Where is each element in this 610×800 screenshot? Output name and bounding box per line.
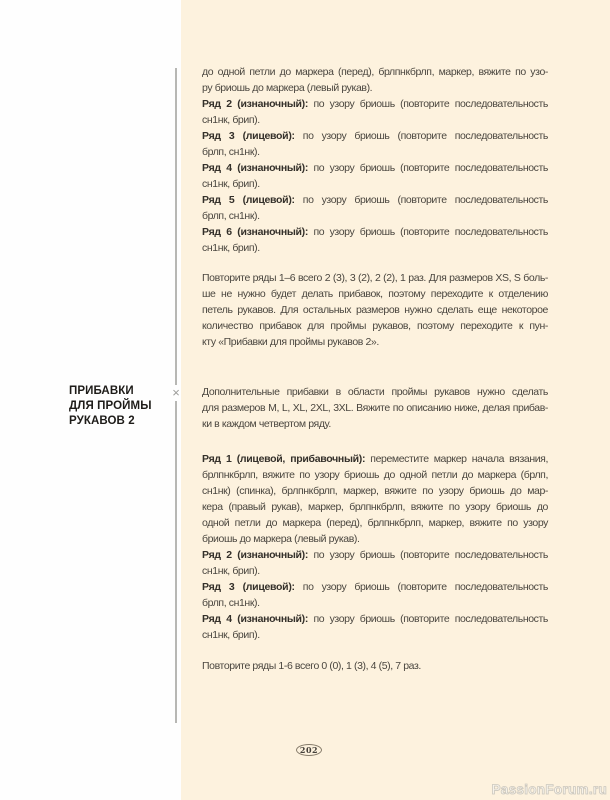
paragraph — [202, 270, 548, 350]
text-line — [202, 483, 548, 499]
text-run: брлпнкбрлп, вяжите по узору бриошь до одной петли до маркера (брлп, — [202, 469, 548, 481]
text-line — [202, 112, 548, 128]
text-run: брлп, сн1нк). — [202, 146, 260, 158]
text-line — [202, 467, 548, 483]
text-line — [202, 302, 548, 318]
sidebar-section-heading — [69, 384, 169, 429]
text-run: по узору бриошь (повторите последовательность — [294, 130, 548, 142]
row-label: Ряд 3 (лицевой): — [202, 130, 295, 142]
text-run: Повторите ряды 1-6 всего 0 (0), 1 (3), 4 (5), 7 раз. — [202, 660, 421, 672]
text-run: брлп, сн1нк). — [202, 597, 260, 609]
text-line — [202, 144, 548, 160]
text-line — [202, 176, 548, 192]
text-line — [202, 192, 548, 208]
page-number: 202 — [299, 745, 319, 755]
text-line — [202, 128, 548, 144]
margin-divider-line-bottom — [175, 401, 177, 723]
text-run: по узору бриошь (повторите последовательность — [308, 98, 548, 110]
text-line — [202, 563, 548, 579]
text-line — [202, 160, 548, 176]
text-line — [202, 318, 548, 334]
text-run: одной петли до маркера (перед), брлпнкбрлп, маркер, вяжите по узору — [202, 517, 548, 529]
sidebar-heading-line: ПРИБАВКИ — [69, 385, 134, 397]
text-run: ру бриошь до маркера (левый рукав). — [202, 82, 373, 94]
text-line — [202, 80, 548, 96]
text-run: кту «Прибавки для проймы рукавов 2». — [202, 336, 379, 348]
paragraph — [202, 658, 548, 674]
text-run: брлп, сн1нк). — [202, 210, 260, 222]
text-run: Повторите ряды 1–6 всего 2 (3), 3 (2), 2 (2), 1 раз. Для размеров XS, S боль- — [202, 272, 548, 284]
row-label: Ряд 2 (изнаночный): — [202, 98, 309, 110]
text-line — [202, 499, 548, 515]
text-line — [202, 240, 548, 256]
text-run: по узору бриошь (повторите последовательность — [294, 194, 548, 206]
text-run: по узору бриошь (повторите последовательность — [308, 549, 548, 561]
text-run: по узору бриошь (повторите последовательность — [308, 226, 548, 238]
text-line — [202, 611, 548, 627]
text-line — [202, 286, 548, 302]
text-line — [202, 208, 548, 224]
text-line — [202, 531, 548, 547]
text-column — [202, 64, 548, 674]
text-line — [202, 64, 548, 80]
text-line — [202, 416, 548, 432]
text-line — [202, 547, 548, 563]
text-run: ше не нужно будет делать прибавок, поэтому переходите к отделению — [202, 288, 548, 300]
text-line — [202, 658, 548, 674]
paragraph — [202, 384, 548, 432]
text-run: сн1нк) (спинка), брлпнкбрлп, маркер, вяжите по узору бриошь до мар- — [202, 485, 548, 497]
text-run: по узору бриошь (повторите последовательность — [308, 613, 548, 625]
text-run: петель рукавов. Для остальных размеров нужно сделать еще некоторое — [202, 304, 548, 316]
text-line — [202, 224, 548, 240]
page-number-badge — [296, 744, 322, 756]
text-run: сн1нк, брип). — [202, 178, 260, 190]
text-run: по узору бриошь (повторите последовательность — [294, 581, 548, 593]
watermark: PassionForum.ru — [491, 782, 607, 797]
text-line — [202, 96, 548, 112]
sidebar-heading-line: РУКАВОВ 2 — [69, 415, 135, 427]
text-line — [202, 384, 548, 400]
text-run: кера (правый рукав), маркер, брлпнкбрлп, вяжите по узору бриошь до — [202, 501, 548, 513]
text-run: сн1нк, брип). — [202, 114, 260, 126]
text-line — [202, 270, 548, 286]
text-run: для размеров M, L, XL, 2XL, 3XL. Вяжите по описанию ниже, делая прибав- — [202, 402, 548, 414]
row-label: Ряд 4 (изнаночный): — [202, 162, 309, 174]
sidebar-heading-line: ДЛЯ ПРОЙМЫ — [69, 400, 152, 412]
section-cross-marker-icon: × — [172, 385, 180, 401]
paragraph — [202, 64, 548, 256]
row-label: Ряд 2 (изнаночный): — [202, 549, 309, 561]
row-label: Ряд 3 (лицевой): — [202, 581, 295, 593]
text-run: бриошь до маркера (левый рукав). — [202, 533, 360, 545]
margin-divider-line-top — [175, 68, 177, 385]
text-run: Дополнительные прибавки в области проймы рукавов нужно сделать — [202, 386, 548, 398]
text-run: сн1нк, брип). — [202, 565, 260, 577]
text-run: сн1нк, брип). — [202, 242, 260, 254]
row-label: Ряд 6 (изнаночный): — [202, 226, 309, 238]
text-line — [202, 595, 548, 611]
text-line — [202, 400, 548, 416]
row-label: Ряд 5 (лицевой): — [202, 194, 295, 206]
text-run: количество прибавок для проймы рукавов, поэтому переходите к пун- — [202, 320, 548, 332]
row-label: Ряд 1 (лицевой, прибавочный): — [202, 453, 366, 465]
paragraph — [202, 451, 548, 643]
text-line — [202, 579, 548, 595]
text-line — [202, 627, 548, 643]
text-run: по узору бриошь (повторите последовательность — [308, 162, 548, 174]
text-line — [202, 334, 548, 350]
text-run: ки в каждом четвертом ряду. — [202, 418, 331, 430]
text-run: переместите маркер начала вязания, — [365, 453, 548, 465]
text-run: сн1нк, брип). — [202, 629, 260, 641]
text-line — [202, 515, 548, 531]
text-line — [202, 451, 548, 467]
row-label: Ряд 4 (изнаночный): — [202, 613, 309, 625]
text-run: до одной петли до маркера (перед), брлпнкбрлп, маркер, вяжите по узо- — [202, 66, 548, 78]
